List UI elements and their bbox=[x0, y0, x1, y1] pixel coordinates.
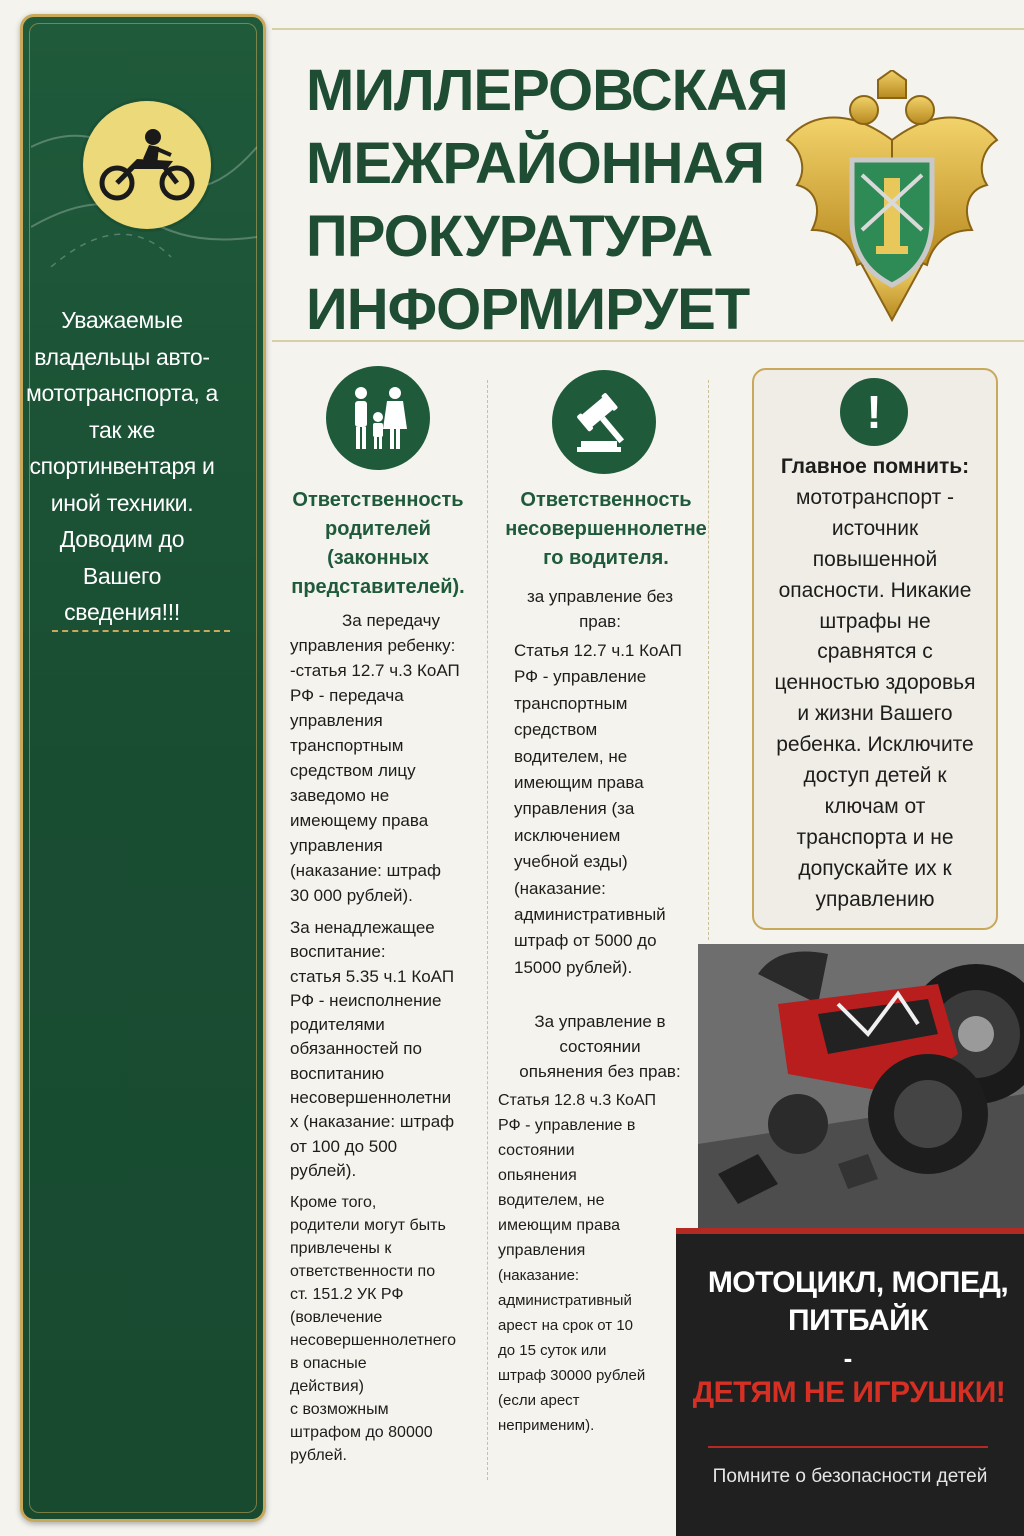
text-line: действия) bbox=[290, 1378, 364, 1396]
crashed-motorcycle-photo bbox=[698, 944, 1024, 1244]
note-line: ребенка. Исключите bbox=[776, 733, 974, 757]
text-line: имеющим права bbox=[498, 1217, 621, 1235]
title-line: МЕЖРАЙОННАЯ bbox=[306, 131, 765, 196]
title-line: го водителя. bbox=[543, 547, 669, 569]
text-line: арест на срок от 10 bbox=[498, 1317, 634, 1335]
text-line: состоянии bbox=[498, 1142, 575, 1160]
text-line: РФ - неисполнение bbox=[290, 990, 442, 1010]
text-line: (наказание: bbox=[498, 1267, 580, 1285]
note-line: повышенной bbox=[812, 547, 938, 571]
text-line: за управление без bbox=[526, 587, 674, 606]
prosecutor-eagle-emblem-icon bbox=[782, 70, 1002, 325]
text-line: от 100 до 500 bbox=[290, 1136, 398, 1156]
welcome-line: спортинвентаря и bbox=[29, 453, 215, 479]
important-note-text bbox=[760, 452, 990, 916]
welcome-line: Доводим до Вашего bbox=[59, 526, 185, 589]
title-line: Ответственность bbox=[520, 489, 692, 511]
welcome-line: так же bbox=[89, 416, 155, 443]
note-line: управлению bbox=[815, 887, 935, 911]
welcome-line: иной техники. bbox=[50, 489, 194, 516]
text-line: ст. 151.2 УК РФ bbox=[290, 1286, 404, 1304]
minor-driver-responsibility-title bbox=[500, 486, 712, 573]
title-line: представителей). bbox=[291, 576, 465, 598]
text-line: несовершеннолетни bbox=[290, 1088, 452, 1108]
text-line: управления bbox=[498, 1242, 586, 1260]
note-line: сравнятся с bbox=[817, 640, 933, 664]
text-line: (наказание: штраф bbox=[290, 861, 441, 880]
parents-responsibility-text bbox=[290, 608, 480, 1475]
text-line: За передачу bbox=[342, 611, 440, 630]
text-line: имеющим права bbox=[514, 773, 644, 793]
note-line: мототранспорт - bbox=[795, 485, 955, 509]
text-line: прав: bbox=[579, 612, 621, 631]
note-line: транспорта и не bbox=[796, 825, 954, 849]
note-line: доступ детей к bbox=[803, 764, 947, 788]
note-line: опасности. Никакие bbox=[778, 578, 972, 602]
text-line: заведомо не bbox=[290, 786, 390, 805]
text-line: водителем, не bbox=[498, 1192, 605, 1210]
text-line: За управление в bbox=[534, 1012, 666, 1032]
column-separator bbox=[708, 380, 709, 940]
text-line: рублей). bbox=[290, 1160, 357, 1180]
text-line: родителями bbox=[290, 1015, 385, 1035]
welcome-line: мототранспорта, а bbox=[25, 380, 219, 406]
title-line: Ответственность bbox=[292, 489, 464, 511]
header-top-rule bbox=[272, 28, 1024, 30]
text-line: рублей. bbox=[290, 1447, 347, 1465]
welcome-line: владельцы авто- bbox=[34, 343, 210, 370]
text-line: воспитание: bbox=[290, 942, 386, 962]
text-line: 30 000 рублей). bbox=[290, 886, 413, 905]
note-line: источник bbox=[831, 516, 919, 540]
text-line: управления bbox=[290, 836, 383, 855]
text-line: до 15 суток или bbox=[498, 1342, 607, 1360]
text-line: с возможным bbox=[290, 1401, 389, 1419]
title-line: ИНФОРМИРУЕТ bbox=[306, 277, 750, 342]
text-line: штраф 30000 рублей bbox=[498, 1367, 646, 1385]
text-line: (если арест bbox=[498, 1392, 580, 1410]
text-line: средством bbox=[514, 720, 598, 740]
note-line: допускайте их к bbox=[798, 856, 952, 880]
text-line: х (наказание: штраф bbox=[290, 1112, 455, 1132]
text-line: родители могут быть bbox=[290, 1217, 446, 1235]
banner-line: ПИТБАЙК bbox=[788, 1304, 928, 1337]
text-line: РФ - управление в bbox=[498, 1117, 636, 1135]
title-line: ПРОКУРАТУРА bbox=[306, 204, 713, 269]
text-line: (вовлечение bbox=[290, 1309, 383, 1327]
text-line: обязанностей по bbox=[290, 1039, 422, 1059]
title-line: несовершеннолетне bbox=[505, 518, 707, 540]
text-line: Статья 12.7 ч.1 КоАП bbox=[514, 641, 682, 660]
note-line: ценностью здоровья bbox=[774, 671, 976, 695]
banner-divider bbox=[708, 1446, 988, 1448]
banner-heading bbox=[696, 1264, 1020, 1340]
banner-red-stripe bbox=[676, 1228, 1024, 1234]
minor-driver-responsibility-text bbox=[498, 584, 702, 1446]
text-line: 15000 рублей). bbox=[514, 957, 633, 977]
banner-warning: ДЕТЯМ НЕ ИГРУШКИ! bbox=[692, 1376, 1006, 1409]
text-line: транспортным bbox=[290, 736, 404, 755]
title-line: МИЛЛЕРОВСКАЯ bbox=[306, 58, 788, 123]
title-line: (законных bbox=[327, 547, 429, 569]
text-line: -статья 12.7 ч.3 КоАП bbox=[290, 661, 460, 680]
column-separator bbox=[487, 380, 488, 1480]
text-line: водителем, не bbox=[514, 746, 628, 766]
text-line: Статья 12.8 ч.3 КоАП bbox=[498, 1092, 656, 1110]
exclamation-icon: ! bbox=[840, 378, 908, 446]
banner-footer: Помните о безопасности детей bbox=[712, 1466, 988, 1487]
banner-dash: - bbox=[843, 1343, 853, 1373]
text-line: несовершеннолетнего bbox=[290, 1332, 457, 1350]
text-line: привлечены к bbox=[290, 1240, 392, 1258]
text-line: состоянии bbox=[559, 1037, 641, 1057]
text-line: опьянения без прав: bbox=[519, 1062, 681, 1082]
sidebar-panel bbox=[20, 14, 266, 1522]
note-line: штрафы не bbox=[819, 609, 931, 633]
page-title bbox=[306, 54, 788, 346]
title-line: родителей bbox=[325, 518, 431, 540]
text-line: (наказание: bbox=[514, 878, 606, 898]
parents-responsibility-title bbox=[280, 486, 476, 602]
text-line: административный bbox=[498, 1292, 632, 1310]
note-line: и жизни Вашего bbox=[797, 702, 953, 726]
gavel-icon bbox=[552, 370, 656, 474]
text-line: опьянения bbox=[498, 1167, 577, 1185]
text-line: Кроме того, bbox=[290, 1194, 377, 1212]
text-line: За ненадлежащее bbox=[290, 918, 435, 937]
text-line: управления ребенку: bbox=[290, 636, 456, 655]
text-line: транспортным bbox=[514, 693, 628, 713]
text-line: в опасные bbox=[290, 1355, 367, 1373]
text-line: имеющему права bbox=[290, 811, 429, 830]
sidebar-divider bbox=[52, 630, 230, 632]
text-line: РФ - передача bbox=[290, 686, 404, 705]
text-line: статья 5.35 ч.1 КоАП bbox=[290, 966, 455, 986]
text-line: ответственности по bbox=[290, 1263, 436, 1281]
banner-line: МОТОЦИКЛ, МОПЕД, bbox=[707, 1266, 1009, 1299]
text-line: штраф от 5000 до bbox=[514, 931, 657, 951]
text-line: РФ - управление bbox=[514, 667, 647, 687]
welcome-message bbox=[22, 302, 222, 631]
family-icon bbox=[326, 366, 430, 470]
text-line: неприменим). bbox=[498, 1417, 595, 1435]
motorcycle-rider-icon bbox=[83, 101, 211, 229]
text-line: средством лицу bbox=[290, 761, 416, 780]
welcome-line: сведения!!! bbox=[64, 599, 180, 625]
text-line: учебной езды) bbox=[514, 852, 628, 872]
note-head: Главное помнить: bbox=[780, 455, 970, 478]
text-line: штрафом до 80000 bbox=[290, 1424, 433, 1442]
text-line: исключением bbox=[514, 825, 621, 845]
text-line: управления bbox=[290, 711, 383, 730]
text-line: управления (за bbox=[514, 799, 635, 819]
welcome-line: Уважаемые bbox=[61, 307, 183, 333]
note-line: ключам от bbox=[824, 794, 926, 818]
text-line: воспитанию bbox=[290, 1063, 385, 1083]
text-line: административный bbox=[514, 905, 666, 925]
